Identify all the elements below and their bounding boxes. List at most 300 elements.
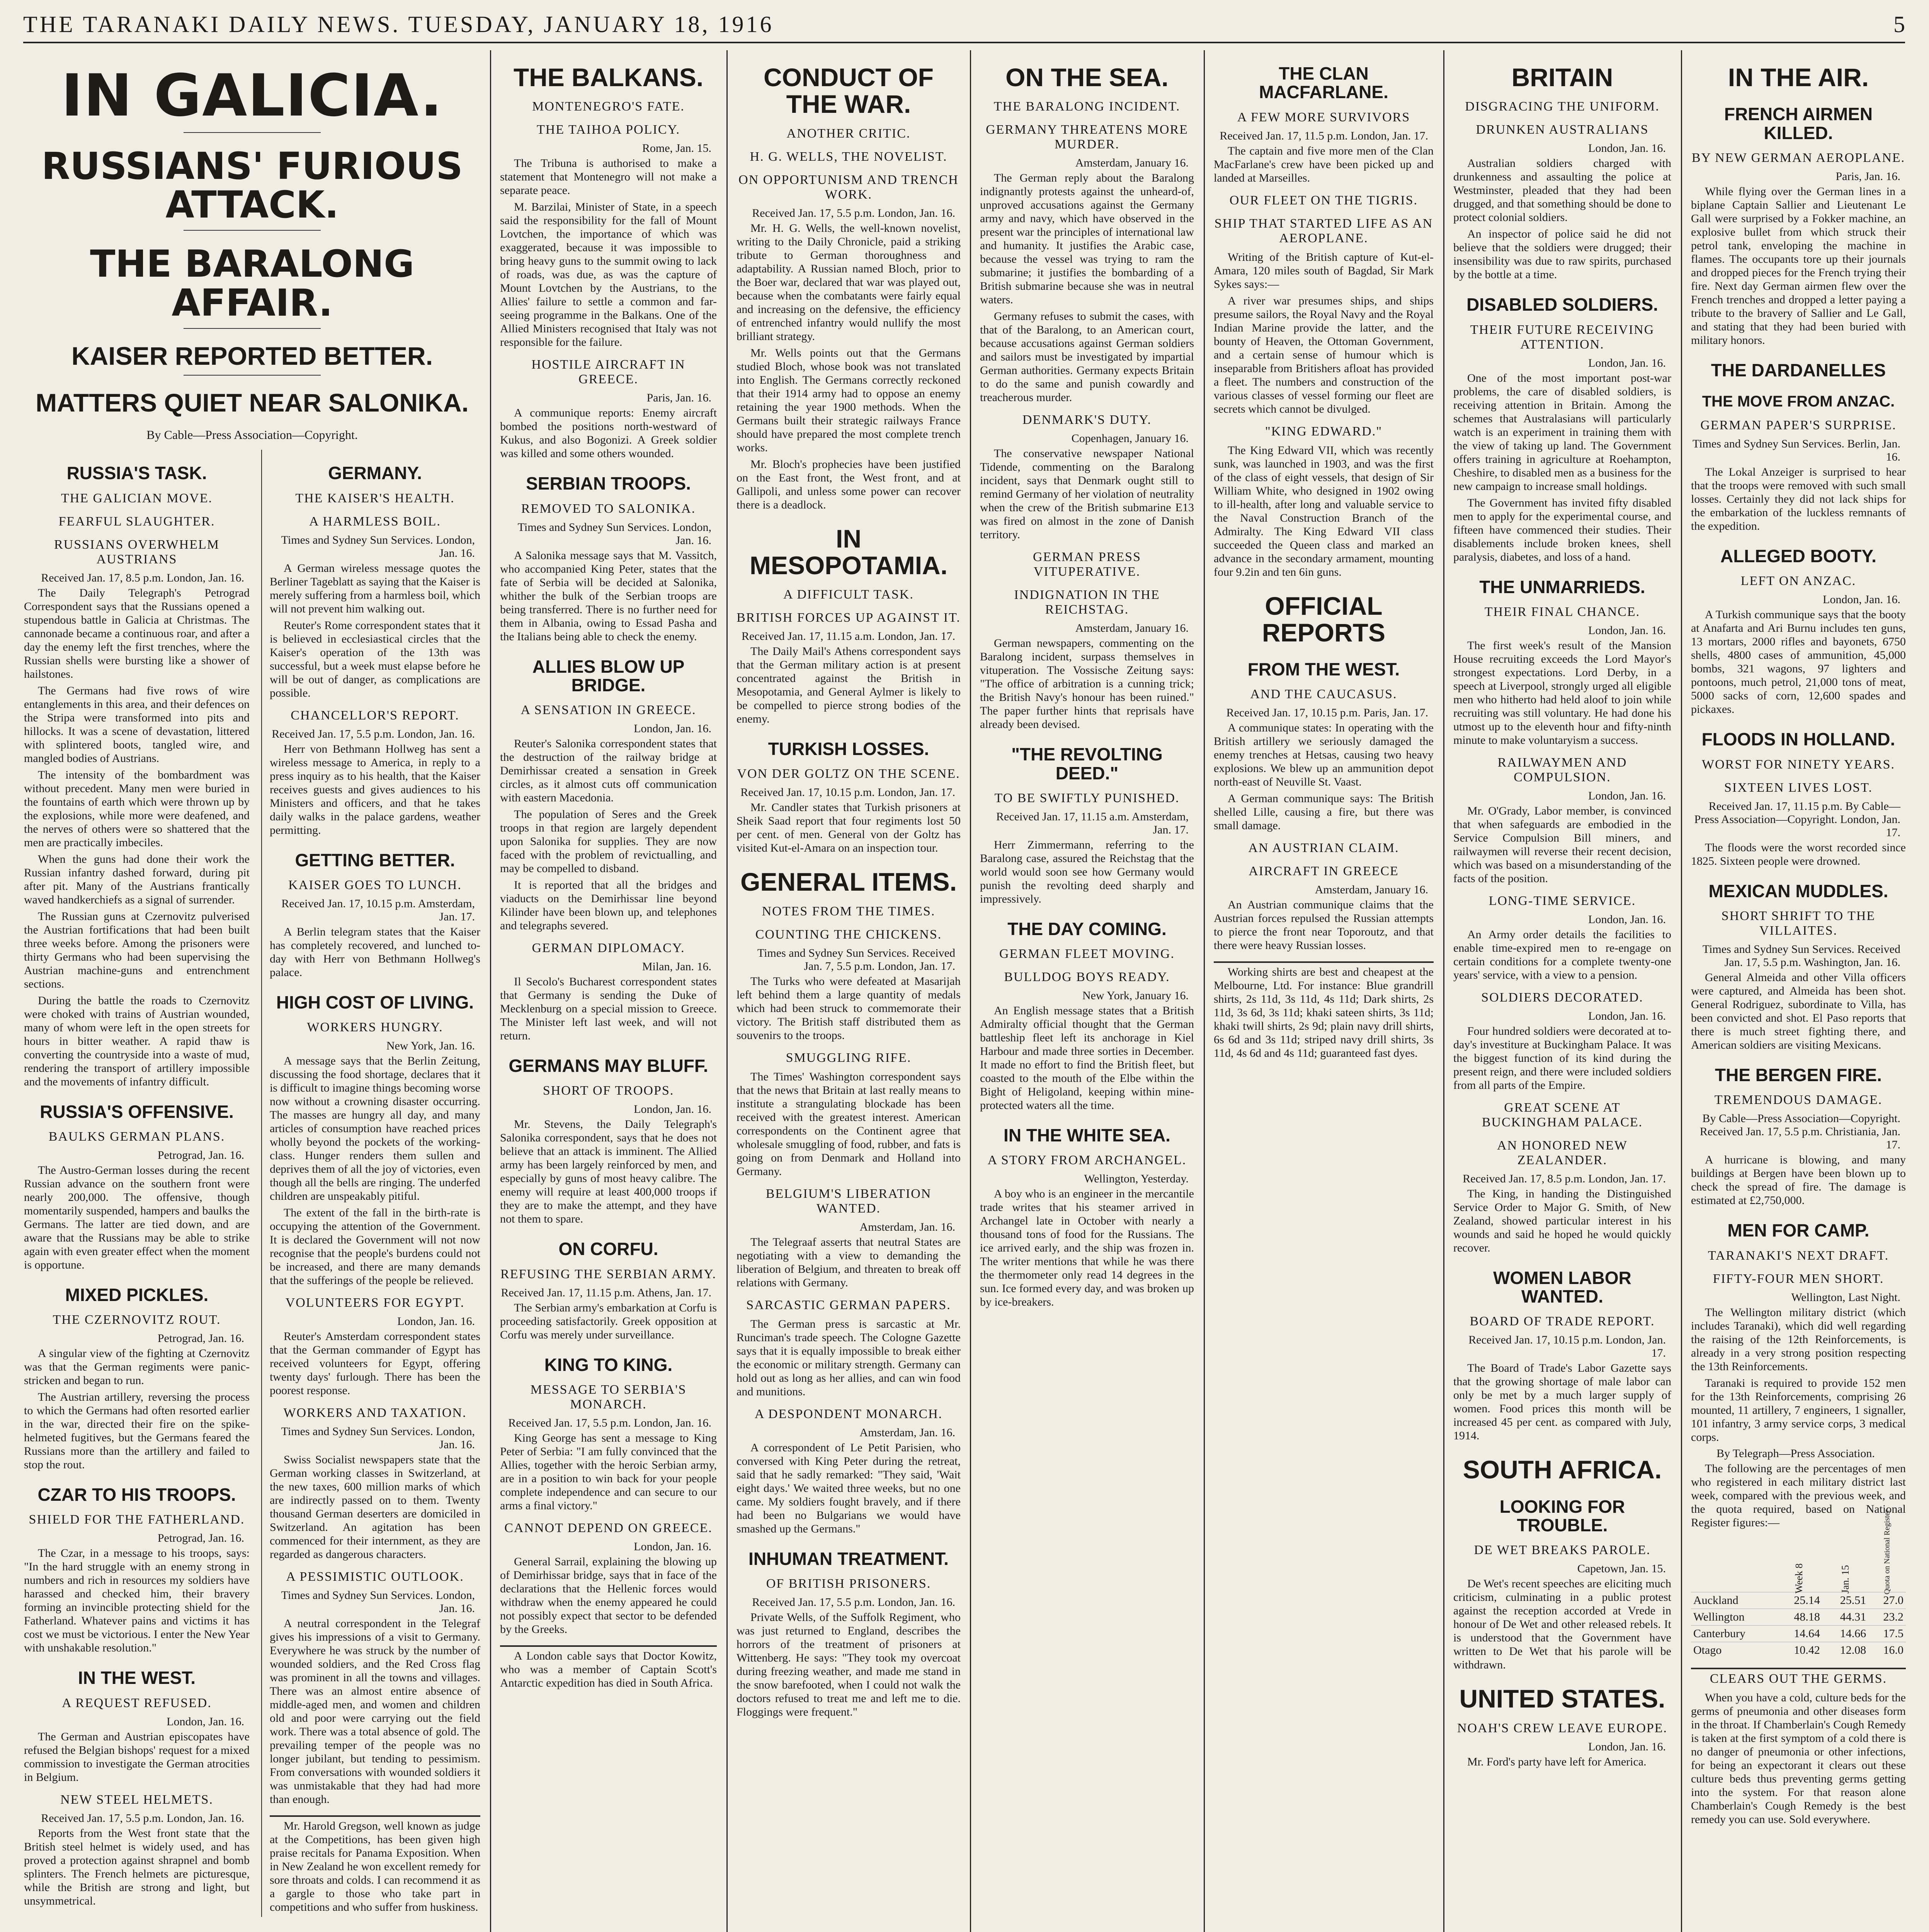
article-title: RUSSIA'S TASK.: [66, 463, 207, 483]
paragraph: A Salonika message says that M. Vassitch, who accompanied King Peter, states that the fate of Serbia will be decided at Salonika, whither the bulk of the Serbian troops are being transferred. There is no further need for them in Albania, owing to Essad Pasha and the Italians being able to check the enemy.: [500, 549, 717, 643]
paragraph: The extent of the fall in the birth-rate is occupying the attention of the Government. It is declared the Government will not now recognise that the people's burdens could not be increased, and there are many demands that the sufferings of the people be relieved.: [269, 1206, 480, 1287]
article-title: THE BALKANS.: [513, 63, 704, 92]
paragraph: A communique reports: Enemy aircraft bombed the positions north-westward of Kukus, and also Bogonizi. A Greek soldier was killed and some others wounded.: [500, 406, 717, 460]
paragraph: The Daily Mail's Athens correspondent says that the German military action is at present concentrated against the British in Mesopotamia, and General Aylmer is likely to be compelled to pierce strong bodies of the enemy.: [737, 645, 961, 726]
article-subhead: GERMAN PAPER'S SURPRISE.: [1700, 418, 1897, 433]
paragraph: The Tribuna is authorised to make a statement that Montenegro will not make a separate peace.: [500, 157, 717, 197]
dateline: Amsterdam, January 16.: [1315, 883, 1428, 896]
article-subhead: GERMAN PRESS VITUPERATIVE.: [1033, 550, 1141, 579]
article-subhead: CANNOT DEPEND ON GREECE.: [504, 1521, 713, 1536]
article-title: ALLEGED BOOTY.: [1720, 546, 1876, 566]
article-subhead: BY NEW GERMAN AEROPLANE.: [1691, 150, 1905, 165]
column-rule: [1681, 50, 1682, 1932]
paragraph: General Almeida and other Villa officers were captured, and Almeida has been shot. General Rodriguez, subordinate to Villa, has been convicted and shot. El Paso reports that there is much street fighting there, and American soldiers are visiting Mexicans.: [1691, 971, 1906, 1052]
article-subhead: "KING EDWARD.": [1265, 424, 1383, 439]
headline: THE BARALONG AFFAIR.: [90, 242, 414, 325]
dateline: Received Jan. 17, 10.15 p.m. London, Jan. 17.: [1468, 1333, 1666, 1360]
dateline: By Cable—Press Association—Copyright. Received Jan. 17, 5.5 p.m. Christiania, Jan. 17.: [1699, 1112, 1900, 1151]
article-subhead: NOTES FROM THE TIMES.: [762, 904, 936, 918]
article-subhead: BRITISH FORCES UP AGAINST IT.: [737, 611, 961, 625]
paragraph: A boy who is an engineer in the mercantile trade writes that his steamer arrived in Archangel late in October with nearly a thousand tons of food for the Russians. The ice arrived early, and the ship was frozen in. The writer mentions that while he was there the thermometer only read 14 degrees in the sun. Ice formed every day, and was broken up by ice-breakers.: [980, 1187, 1194, 1309]
paragraph: Germany refuses to submit the cases, with that of the Baralong, to an American court, because accusations against German soldiers and sailors must be investigated by impartial German authorities. Germany expects Britain to do the same and punish cowardly and treacherous murder.: [980, 310, 1194, 404]
paragraph: Mr. Ford's party have left for America.: [1467, 1755, 1647, 1768]
article-subhead: OUR FLEET ON THE TIGRIS.: [1229, 193, 1418, 207]
article-subhead: LEFT ON ANZAC.: [1740, 574, 1856, 588]
article-subhead: ANOTHER CRITIC.: [786, 126, 911, 141]
article-subhead: VOLUNTEERS FOR EGYPT.: [285, 1296, 465, 1310]
article-title: SERBIAN TROOPS.: [526, 473, 691, 494]
paragraph: General Sarrail, explaining the blowing up of Demirhissar bridge, says that in face of the declarations that the Hellenic forces would withdraw when the enemy appeared he could not possibly expect that sector to be defended by the Greeks.: [500, 1555, 717, 1636]
paragraph: Reuter's Rome correspondent states that it is believed in ecclesiastical circles that the Kaiser's operation of the 13th was successful, but a week must elapse before he will be out of danger, as complications are possible.: [269, 619, 480, 699]
article-title: GETTING BETTER.: [295, 850, 455, 870]
dateline: London, Jan. 16.: [634, 1103, 711, 1116]
article-subhead: H. G. WELLS, THE NOVELIST.: [750, 149, 947, 164]
article-title: DISABLED SOLDIERS.: [1466, 294, 1658, 315]
article-subhead: GERMAN DIPLOMACY.: [532, 941, 685, 956]
headline: MATTERS QUIET NEAR SALONIKA.: [36, 388, 469, 417]
paragraph: The population of Seres and the Greek troops in that region are largely dependent upon Salonika for supplies. They are now faced with the problem of revictualling, and may be compelled to disband.: [500, 808, 717, 875]
article-title: IN MESOPOTAMIA.: [749, 524, 948, 580]
article-subhead: FEARFUL SLAUGHTER.: [58, 514, 215, 529]
dateline: Received Jan. 17, 11.15 a.m. London, Jan. 17.: [742, 630, 955, 643]
article-title: RUSSIA'S OFFENSIVE.: [40, 1101, 234, 1122]
paragraph: A German communique says: The British shelled Lille, causing a fire, but there was small damage.: [1214, 792, 1434, 832]
dateline: Received Jan. 17, 5.5 p.m. London, Jan. 16.: [508, 1417, 711, 1430]
article-title: HIGH COST OF LIVING.: [276, 992, 474, 1012]
dateline: London, Jan. 16.: [1588, 142, 1666, 155]
paragraph: The first week's result of the Mansion House recruiting exceeds the Lord Mayor's strongest expectations. Lord Derby, in a speech at Liverpool, strongly urged all eligible men who hitherto had held aloof to join while recruiting was still voluntary. He had done his utmost up to the eleventh hour and fifty-ninth minute to make voluntaryism a success.: [1453, 639, 1671, 747]
dateline: Times and Sydney Sun Services. Received Jan. 7, 5.5 p.m. London, Jan. 17.: [757, 946, 955, 973]
table-cell: 14.64: [1776, 1625, 1822, 1642]
dateline: New York, Jan. 16.: [386, 1039, 475, 1053]
article-title: UNITED STATES.: [1459, 1684, 1665, 1713]
column-britain: [1445, 50, 1680, 1932]
paragraph: Reports from the West front state that the British steel helmet is widely used, and has proved a protection against shrapnel and bomb splinters. The French helmets are picturesque, while the British are strong and light, but unsymmetrical.: [24, 1827, 250, 1907]
main-headline: IN GALICIA.: [61, 62, 443, 129]
article-subhead: THE KAISER'S HEALTH.: [295, 491, 455, 505]
column-rule: [726, 50, 728, 1932]
dateline: London, Jan. 16.: [1588, 624, 1666, 637]
article-title: GERMANS MAY BLUFF.: [509, 1056, 708, 1076]
article-title: BRITAIN: [1511, 63, 1613, 92]
article-subhead: CHANCELLOR'S REPORT.: [291, 708, 459, 723]
paragraph: A river war presumes ships, and ships presume sailors, the Royal Navy and the Royal Indian Marine provide the latter, and the bounty of Heaven, the Ottoman Government, and a certain sense of humour which is inseparable from Britishers afloat has provided a fleet. The numbers and construction of the various classes of vessel forming our fleet are secrets which cannot be divulged.: [1214, 294, 1434, 415]
dateline: Times and Sydney Sun Services. Berlin, Jan. 16.: [1692, 437, 1900, 464]
divider: [184, 328, 320, 329]
dateline: By Telegraph—Press Association.: [1716, 1447, 1875, 1460]
article-subhead: GERMANY THREATENS MORE MURDER.: [986, 122, 1188, 152]
table-cell: 27.0: [1868, 1592, 1906, 1609]
table-cell: 25.51: [1822, 1592, 1868, 1609]
article-subhead: DISGRACING THE UNIFORM.: [1465, 99, 1660, 114]
column-conduct: [728, 50, 969, 1932]
dateline: London, Jan. 16.: [1823, 593, 1900, 606]
article-subhead: LONG-TIME SERVICE.: [1488, 893, 1636, 908]
paragraph: A London cable says that Doctor Kowitz, who was a member of Captain Scott's Antarctic expedition has died in South Africa.: [500, 1645, 717, 1690]
article-subhead: SIXTEEN LIVES LOST.: [1724, 780, 1873, 795]
article-subhead: HOSTILE AIRCRAFT IN GREECE.: [531, 357, 686, 387]
article-subhead: THE GALICIAN MOVE.: [61, 491, 213, 505]
table-cell: 16.0: [1868, 1642, 1906, 1658]
article-subhead: NEW STEEL HELMETS.: [60, 1792, 213, 1807]
paragraph: A Turkish communique says that the booty at Anafarta and Ari Burnu includes ten guns, 13 mortars, 2000 rifles and bayonets, 6750 shells, 4800 cases of ammunition, 45,000 bombs, 321 wagons, 97 lighters and pontoons, much petrol, 21,000 tons of meat, 5000 sacks of corn, 12,600 spades and pickaxes.: [1691, 608, 1906, 716]
paragraph: The floods were the worst recorded since 1825. Sixteen people were drowned.: [1691, 841, 1906, 867]
column-galicia: [15, 50, 489, 1932]
table-cell: Auckland: [1691, 1592, 1776, 1609]
table-row: [1691, 1625, 1906, 1642]
dateline: Capetown, Jan. 15.: [1577, 1562, 1666, 1575]
dateline: London, Jan. 16.: [634, 722, 711, 735]
article-subhead: OF BRITISH PRISONERS.: [766, 1577, 931, 1591]
paragraph: A German wireless message quotes the Berliner Tageblatt as saying that the Kaiser is merely suffering from a harmless boil, which will not prevent him walking out.: [269, 561, 480, 615]
article-title: "THE REVOLTING DEED.": [1011, 744, 1163, 783]
article-subhead: THE CZERNOVITZ ROUT.: [53, 1313, 221, 1327]
column-balkans: [492, 50, 725, 1932]
dateline: Petrograd, Jan. 16.: [157, 1332, 244, 1345]
article-subhead: THE BARALONG INCIDENT.: [993, 99, 1181, 114]
paragraph: The following are the percentages of men who registered in each military district last week, compared with the previous week, and the quota required, based on National Register figures:—: [1691, 1462, 1906, 1529]
article-subhead: MONTENEGRO'S FATE.: [532, 99, 685, 114]
article-subhead: DE WET BREAKS PAROLE.: [1474, 1543, 1651, 1558]
article-subhead: DENMARK'S DUTY.: [1022, 413, 1152, 427]
paragraph: When the guns had done their work the Russian infantry dashed forward, during pit after pit. Many of the Austrians frantically waved handkerchiefs as a signal of surrender.: [24, 852, 250, 906]
article-subhead: SHORT SHRIFT TO THE VILLAITES.: [1721, 909, 1876, 938]
paragraph: The Wellington military district (which includes Taranaki), which did well regarding the raising of the 12th Reinforcements, is already in a very strong position respecting the 13th Reinforcements.: [1691, 1306, 1906, 1373]
dateline: London, Jan. 16.: [1588, 913, 1666, 926]
masthead-title: THE TARANAKI DAILY NEWS. TUESDAY, JANUARY 18, 1916: [23, 11, 774, 37]
article-subhead: SHIP THAT STARTED LIFE AS AN AEROPLANE.: [1214, 216, 1433, 245]
article-subhead: TARANAKI'S NEXT DRAFT.: [1708, 1248, 1889, 1263]
paragraph: Mr. Candler states that Turkish prisoners at Sheik Saad report that four regiments lost 50 per cent. of men. General von der Goltz has visited Kut-el-Amara on an inspection tour.: [737, 801, 961, 855]
table-header: Quota on National Register: [1883, 1509, 1892, 1595]
article-subhead: THE TAIHOA POLICY.: [536, 122, 680, 137]
dateline: Times and Sydney Sun Services. London, Jan. 16.: [281, 533, 475, 560]
article-subhead: COUNTING THE CHICKENS.: [755, 927, 942, 942]
dateline: Wellington, Yesterday.: [1084, 1172, 1189, 1185]
paragraph: A Berlin telegram states that the Kaiser has completely recovered, and lunched to-day with Herr von Bethmann Hollweg's palace.: [269, 925, 480, 979]
article-subhead: THEIR FUTURE RECEIVING ATTENTION.: [1470, 322, 1655, 352]
table-header: Week 8: [1793, 1563, 1805, 1594]
paragraph: Herr Zimmermann, referring to the Baralong case, assured the Reichstag that the world would soon see how Germany would punish the revolting deed sharply and impressively.: [980, 838, 1194, 905]
paragraph: A communique states: In operating with the British artillery we seriously damaged the enemy trenches at Hetsas, causing two heavy explosions. We blew up an ammunition depot north-east of Neuville St. Vaast.: [1214, 721, 1434, 789]
article-subhead: TO BE SWIFTLY PUNISHED.: [994, 791, 1180, 805]
dateline: London, Jan. 16.: [397, 1315, 475, 1328]
article-subhead: AN AUSTRIAN CLAIM.: [1248, 841, 1399, 855]
credit-line: By Cable—Press Association—Copyright.: [146, 428, 358, 442]
dateline: London, Jan. 16.: [167, 1715, 244, 1728]
paragraph: While flying over the German lines in a biplane Captain Sallier and Lieutenant Le Gall were surprised by a Fokker machine, an explosive bullet from which struck their petrol tank, enveloping the machine in flames. The occupants tore up their journals and dropped pieces for the French trying their fire. Next day German airmen flew over the French trenches and dropped a letter paying a tribute to the bravery of Sallier and Le Gall, and stating that they had been buried with military honors.: [1691, 185, 1906, 347]
article-title: THE UNMARRIEDS.: [1479, 577, 1645, 597]
paragraph: The Government has invited fifty disabled men to apply for the experimental course, and fifteen have commenced their studies. Their disablements include broken knees, shell paralysis, diabetes, and loss of a hand.: [1453, 496, 1671, 563]
article-subhead: REMOVED TO SALONIKA.: [521, 501, 696, 516]
paragraph: The Czar, in a message to his troops, says: "In the hard struggle with an enemy strong in numbers and rich in resources my soldiers have harassed and checked him, their bravery forming an invincible protecting shield for the Fatherland. Whatever pains and victims it has cost we must be victorious. I enter the New Year with unshakable resolution.": [24, 1547, 250, 1655]
dateline: London, Jan. 16.: [1588, 1009, 1666, 1022]
article-subhead: SHIELD FOR THE FATHERLAND.: [29, 1512, 245, 1527]
paragraph: Mr. Stevens, the Daily Telegraph's Salonika correspondent, says that he does not believe that an attack is imminent. The Allied army has been largely reinforced by men, and especially by guns of most heavy calibre. The enemy will require at least 400,000 troops if they are to make the attempt, and they have not them to spare.: [500, 1118, 717, 1226]
dateline: Received Jan. 17, 8.5 p.m. London, Jan. 17.: [1463, 1172, 1666, 1185]
article-title: KING TO KING.: [544, 1354, 673, 1375]
article-subtitle: FRENCH AIRMEN KILLED.: [1724, 104, 1873, 143]
column-rule: [1443, 50, 1444, 1932]
column-rule: [970, 50, 971, 1932]
paragraph: An Austrian communique claims that the Austrian forces repulsed the Russian attempts to pierce the front near Toporoutz, and that there were heavy Russian losses.: [1214, 898, 1434, 952]
paragraph: Mr. Bloch's prophecies have been justified on the East front, the West front, and at Gallipoli, and unless some power can recover there is a deadlock.: [737, 457, 961, 511]
table-cell: 17.5: [1868, 1625, 1906, 1642]
article-subhead: TREMENDOUS DAMAGE.: [1714, 1093, 1883, 1107]
paragraph: The Austro-German losses during the recent Russian advance on the southern front were nearly 200,000. The offensive, though momentarily suspended, hampers and baulks the Germans. The latter are tied down, and are aware that the Russians may be able to strike again with even greater effect when the moment is opportune.: [24, 1163, 250, 1271]
article-title: MEN FOR CAMP.: [1727, 1220, 1869, 1241]
column-macfarlane: [1205, 50, 1442, 1932]
dateline: Amsterdam, January 16.: [1075, 156, 1189, 170]
dateline: Wellington, Last Night.: [1791, 1291, 1900, 1304]
paragraph: De Wet's recent speeches are eliciting much criticism, culminating in a public protest against the reception accorded at Vrede in honour of De Wet and other released rebels. It is understood that the Government have written to De Wet that his parole will be withdrawn.: [1453, 1577, 1671, 1672]
dateline: Copenhagen, January 16.: [1071, 432, 1189, 445]
article-subhead: BAULKS GERMAN PLANS.: [48, 1129, 225, 1144]
dateline: Received Jan. 17, 10.15 p.m. London, Jan. 17.: [740, 786, 955, 799]
dateline: Received Jan. 17, 11.15 p.m. By Cable—Press Association—Copyright. London, Jan. 17.: [1694, 799, 1900, 839]
paragraph: Swiss Socialist newspapers state that the German working classes in Switzerland, at the new taxes, 600 million marks of which are indirectly passed on to them. Twenty thousand German deserters are domiciled in Switzerland. An agitation has been commenced for their internment, as they are regarded as dangerous characters.: [269, 1453, 480, 1561]
article-title: THE BERGEN FIRE.: [1715, 1065, 1882, 1085]
paragraph: The Turks who were defeated at Masarijah left behind them a large quantity of medals which had been struck to commemorate their victory. The British staff distributed them as souvenirs to the troops.: [737, 975, 961, 1042]
article-title: THE DARDANELLES: [1711, 360, 1886, 380]
paragraph: Australian soldiers charged with drunkenness and assaulting the police at Westminster, pleaded that they had been drugged, and that something should be done to protect colonial soldiers.: [1453, 157, 1671, 224]
article-title: THE CLAN MACFARLANE.: [1259, 63, 1388, 102]
article-subhead: A HARMLESS BOIL.: [309, 514, 441, 529]
paragraph: Four hundred soldiers were decorated at to-day's investiture at Buckingham Palace. It was the biggest function of its kind during the present reign, and there were included soldiers from all parts of the Empire.: [1453, 1024, 1671, 1092]
article-subhead: AN HONORED NEW ZEALANDER.: [1497, 1138, 1628, 1167]
paragraph: During the battle the roads to Czernovitz were choked with trains of Austrian wounded, many of whom were left in the open streets for hours in bitter weather. A rapid thaw is converting the countryside into a waste of mud, rendering the transport of artillery impossible and the movements of infantry difficult.: [24, 994, 250, 1088]
paragraph: The intensity of the bombardment was without precedent. Many men were buried in the fountains of earth which were thrown up by the explosions, while more were deafened, and the nerves of others were so shattered that the men are practically imbeciles.: [24, 768, 250, 849]
paragraph: The Daily Telegraph's Petrograd Correspondent says that the Russians opened a stupendous battle in Galicia at Christmas. The cannonade became a continuous roar, and after a day the enemy left the first trenches, where the Russian shells were bursting like a shower of hailstones.: [24, 586, 250, 680]
table-cell: 48.18: [1776, 1609, 1822, 1625]
article-title: THE DAY COMING.: [1007, 918, 1167, 939]
dateline: London, Jan. 16.: [1588, 356, 1666, 369]
column-rule: [1204, 50, 1205, 1932]
paragraph: The German reply about the Baralong indignantly protests against the unheard-of, unproved accusations against the Germany army and navy, which have observed in the present war the principles of international law and humanity. It justifies the Arabic case, because the vessel was trying to ram the submarine; it justifies the bombarding of a British submarine because she was in neutral waters.: [980, 172, 1194, 306]
article-title: ON THE SEA.: [1005, 63, 1169, 92]
table-cell: 25.14: [1776, 1592, 1822, 1609]
dateline: Times and Sydney Sun Services. London, Jan. 16.: [517, 520, 711, 547]
table-cell: Otago: [1691, 1642, 1776, 1658]
paragraph: A neutral correspondent in the Telegraf gives his impressions of a visit to Germany. Everywhere he was struck by the number of wounded soldiers, and the Red Cross flag was prominent in all the towns and villages. There was an almost entire absence of middle-aged men, and women and children old and poor were carrying out the field work. There was a total absence of gold. The prevailing temper of the people was no longer jubilant, but tending to pessimism. From conversations with wounded soldiers it was unmistakable that they had had more than enough.: [269, 1617, 480, 1806]
dateline: Paris, Jan. 16.: [646, 391, 711, 405]
article-title: SOUTH AFRICA.: [1463, 1455, 1662, 1484]
article-subhead: A PESSIMISTIC OUTLOOK.: [286, 1570, 464, 1584]
paragraph: Private Wells, of the Suffolk Regiment, who was just returned to England, describes the horrors of the treatment of prisoners at Wittenberg. He says: "They took my overcoat during freezing weather, and made me stand in the snow barefooted, when I could not walk the doctors refused to treat me and left me to die. Floggings were frequent.": [737, 1611, 961, 1719]
article-subhead: KAISER GOES TO LUNCH.: [288, 878, 462, 892]
article-subhead: VON DER GOLTZ ON THE SCENE.: [737, 767, 960, 781]
advertisement: Mr. Harold Gregson, well known as judge at the Competitions, has been given high praise recitals for Panama Exposition. When in New Zealand he won excellent remedy for sore throats and colds. I can recommend it as a gargle to those who take part in competitions and who suffer from huskiness.: [270, 1815, 480, 1914]
column-sea: [971, 50, 1203, 1932]
paragraph: A hurricane is blowing, and many buildings at Bergen have been blown up to check the spread of fire. The damage is estimated at £2,750,000.: [1691, 1153, 1906, 1207]
paragraph: One of the most important post-war problems, the care of disabled soldiers, is receiving attention in Britain. Among the schemes that Australasians will particularly watch is an experiment in training them with the view of taking up land. The Government offers training in agriculture at Roehampton, Cheshire, to disabled men as a business for the new campaign to increase small holdings.: [1453, 371, 1671, 493]
article-subhead: A STORY FROM ARCHANGEL.: [987, 1153, 1187, 1168]
paragraph: The Times' Washington correspondent says that the news that Britain at last really means to institute a strangulating blockade has been received with the greatest interest. American correspondents on the Continent agree that wholesale smuggling of food, rubber, and fats is going on from Denmark and Holland into Germany.: [737, 1070, 961, 1178]
article-subhead: A REQUEST REFUSED.: [62, 1696, 212, 1710]
paragraph: An English message states that a British Admiralty official thought that the German battleship fleet left its anchorage in Kiel Harbour and made three sorties in December. It made no effort to find the British fleet, but coasted to the mouth of the Elbe within the Bight of Heligoland, keeping within mine-protected waters all the time.: [980, 1004, 1194, 1112]
article-subtitle: THE MOVE FROM ANZAC.: [1702, 393, 1895, 410]
dateline: Rome, Jan. 15.: [642, 142, 711, 155]
dateline: London, Jan. 16.: [1588, 1740, 1666, 1753]
article-subhead: GERMAN FLEET MOVING.: [999, 947, 1175, 961]
article-subhead: REFUSING THE SERBIAN ARMY.: [500, 1267, 716, 1281]
dateline: Amsterdam, Jan. 16.: [859, 1220, 955, 1233]
paragraph: German newspapers, commenting on the Baralong incident, surpass themselves in vituperation. The Vossische Zeitung says: "The office of arbitration is a cunning trick; the British Navy's honour has been ruined." The paper further hints that reprisals have already been devised.: [980, 637, 1194, 731]
article-title: IN THE AIR.: [1728, 63, 1869, 92]
paragraph: The German press is sarcastic at Mr. Runciman's trade speech. The Cologne Gazette says that it is equally impossible to break either the economic or military strength. Germany can hold out as long as her allies, and can win food and munitions.: [737, 1317, 961, 1398]
paragraph: A correspondent of Le Petit Parisien, who conversed with King Peter during the retreat, said that he sadly remarked: "They said, 'Wait eight days.' We waited three weeks, but no one came. My soldiers fought bravely, and if there had been no Bulgarians we would have smashed up the Germans.": [737, 1441, 961, 1535]
advertisement: When you have a cold, culture beds for the germs of pneumonia and other diseases form in the throat. If Chamberlain's Cough Remedy is taken at the first symptom of a cold there is no danger of pneumonia or other infections, for being an expectorant it clears out these culture beds thus preventing germs getting into the system. For that reason alone Chamberlain's Cough Remedy is the best remedy you can use. Sold everywhere.: [1691, 1691, 1906, 1826]
article-subtitle: FROM THE WEST.: [1247, 659, 1400, 680]
divider: [184, 132, 320, 133]
divider: [184, 375, 320, 376]
article-title: ON CORFU.: [558, 1239, 658, 1259]
dateline: Received Jan. 17, 11.15 a.m. Amsterdam, Jan. 17.: [996, 810, 1189, 836]
article-subhead: SMUGGLING RIFE.: [786, 1050, 912, 1065]
article-subhead: SARCASTIC GERMAN PAPERS.: [746, 1298, 951, 1312]
paragraph: The Lokal Anzeiger is surprised to hear that the troops were removed with such small losses. Certainly they did not lack ships for the embarkation of the luckless remnants of the expedition.: [1691, 466, 1906, 533]
dateline: New York, January 16.: [1082, 989, 1189, 1002]
registration-table: [1691, 1509, 1906, 1658]
dateline: London, Jan. 16.: [1588, 789, 1666, 802]
table-row: [1691, 1642, 1906, 1658]
paragraph: The conservative newspaper National Tidende, commenting on the Baralong incident, says that Denmark ought still to remind Germany of her violation of neutrality when the crew of the British submarine E13 was fired on almost in the zone of Danish territory.: [980, 447, 1194, 541]
table-header: Jan. 15: [1839, 1565, 1851, 1594]
table-cell: 23.2: [1868, 1609, 1906, 1625]
article-subhead: GREAT SCENE AT BUCKINGHAM PALACE.: [1482, 1100, 1643, 1129]
dateline: Milan, Jan. 16.: [642, 960, 711, 973]
article-title: IN THE WEST.: [78, 1668, 196, 1688]
table-cell: 44.31: [1822, 1609, 1868, 1625]
dateline: Received Jan. 17, 5.5 p.m. London, Jan. 16.: [272, 727, 475, 740]
dateline: Times and Sydney Sun Services. Received Jan. 17, 5.5 p.m. Washington, Jan. 16.: [1702, 943, 1900, 969]
paragraph: The Serbian army's embarkation at Corfu is proceeding satisfactorily. Greek opposition at Corfu was merely under surveillance.: [500, 1301, 717, 1341]
article-title: IN THE WHITE SEA.: [1004, 1125, 1170, 1146]
article-subhead: DRUNKEN AUSTRALIANS: [1476, 122, 1649, 137]
paragraph: Mr. O'Grady, Labor member, is convinced that when safeguards are embodied in the Service Compulsion Bill miners, and railwaymen will reverse their recent decision, which was based on a misunderstanding of the facts of the position.: [1453, 804, 1671, 885]
paragraph: The Telegraaf asserts that neutral States are negotiating with a view to demanding the liberation of Belgium, and threaten to break off relations with Germany.: [737, 1235, 961, 1289]
paragraph: The captain and five more men of the Clan MacFarlane's crew have been picked up and landed at Marseilles.: [1214, 144, 1434, 184]
paragraph: Il Secolo's Bucharest correspondent states that Germany is sending the Duke of Mecklenburg on a special mission to Greece. The Minister left last week, and will not return.: [500, 975, 717, 1043]
article-title: INHUMAN TREATMENT.: [748, 1548, 949, 1569]
article-title: ALLIES BLOW UP BRIDGE.: [532, 656, 685, 695]
dateline: Times and Sydney Sun Services. London, Jan. 16.: [281, 1425, 475, 1451]
article-title: FLOODS IN HOLLAND.: [1701, 729, 1895, 750]
dateline: Received Jan. 17, 11.15 p.m. Athens, Jan. 17.: [501, 1286, 711, 1299]
paragraph: A singular view of the fighting at Czernovitz was that the German regiments were panic-stricken and began to run.: [24, 1347, 250, 1387]
article-subhead: THEIR FINAL CHANCE.: [1484, 604, 1640, 619]
paragraph: The Russian guns at Czernovitz pulverised the Austrian fortifications that had been built three weeks before. Among the prisoners were thirty Germans who had been supervising the Austrian machine-guns and entrenchment sections.: [24, 910, 250, 990]
article-title: MEXICAN MUDDLES.: [1708, 881, 1888, 901]
masthead: [23, 7, 1905, 43]
article-subhead: FIFTY-FOUR MEN SHORT.: [1713, 1271, 1884, 1286]
dateline: Amsterdam, January 16.: [1075, 622, 1189, 635]
headline: RUSSIANS' FURIOUS ATTACK.: [41, 144, 463, 227]
dateline: London, Jan. 16.: [634, 1540, 711, 1553]
advertisement: Working shirts are best and cheapest at the Melbourne, Ltd. For instance: Blue grandrill shirts, 2s 11d, 3s 11d, 4s 11d; Dark shirts, 2s 11d, 3s 6d, 3s 11d; khaki sateen shirts, 3s 11d; khaki twill shirts, 2s 9d; plain navy drill shirts, 6s 6d and 3s 11d; striped navy drill shirts, 3s 11d, 4s 6d and 4s 11d; guaranteed fast dyes.: [1214, 961, 1434, 1060]
article-subhead: WORKERS AND TAXATION.: [283, 1406, 467, 1420]
dateline: Paris, Jan. 16.: [1835, 170, 1900, 183]
article-subhead: BULLDOG BOYS READY.: [1004, 970, 1170, 985]
article-subhead: WORST FOR NINETY YEARS.: [1702, 757, 1895, 772]
article-title: TURKISH LOSSES.: [768, 739, 929, 759]
dateline: Received Jan. 17, 10.15 p.m. Amsterdam, Jan. 17.: [281, 897, 475, 923]
article-subhead: AND THE CAUCASUS.: [1250, 687, 1397, 702]
paragraph: It is reported that all the bridges and viaducts on the Demirhissar line beyond Kilinder have been blown up, and telephones and telegraphs severed.: [500, 879, 717, 932]
article-title: OFFICIAL REPORTS: [1262, 591, 1386, 647]
article-subhead: A DIFFICULT TASK.: [783, 587, 914, 602]
paragraph: A message says that the Berlin Zeitung, discussing the food shortage, declares that it is difficult to imagine things becoming worse now without a crowning disaster occurring. The masses are hungry all day, and many articles of consumption have reached prices wholly beyond the pockets of the working-class. Hunger renders them sullen and deprives them of all the joy of victories, even though all the bells are ringing. The underfed children are unspeakably pitiful.: [269, 1054, 480, 1203]
article-title: CONDUCT OF THE WAR.: [764, 63, 934, 119]
article-subhead: NOAH'S CREW LEAVE EUROPE.: [1457, 1721, 1668, 1735]
paragraph: The Board of Trade's Labor Gazette says that the growing shortage of male labor can only be met by a much larger supply of women. Food prices this month will be increased 45 per cent. as compared with July, 1914.: [1453, 1362, 1671, 1442]
dateline: Received Jan. 17, 5.5 p.m. London, Jan. 16.: [41, 1811, 244, 1825]
dateline: Received Jan. 17, 8.5 p.m. London, Jan. 16.: [41, 571, 244, 584]
table-cell: Canterbury: [1691, 1625, 1776, 1642]
article-title: MIXED PICKLES.: [65, 1284, 209, 1305]
dateline: Times and Sydney Sun Services. London, Jan. 16.: [281, 1589, 475, 1615]
dateline: Amsterdam, Jan. 16.: [859, 1426, 955, 1439]
paragraph: The King Edward VII, which was recently sunk, was launched in 1903, and was the first of the class of eight vessels, that design of Sir William White, who designed in 1902 owing to ill-health, after long and valuable service to the Naval Construction Branch of the Admiralty. The King Edward VII class succeeded the Queen class and marked an advance in the secondary armament, mounting four 9.2in and ten 6in guns.: [1214, 444, 1434, 578]
article-subhead: A FEW MORE SURVIVORS: [1237, 110, 1410, 124]
article-title: GENERAL ITEMS.: [740, 867, 957, 896]
article-subhead: A SENSATION IN GREECE.: [521, 703, 696, 718]
article-title: GERMANY.: [328, 463, 422, 483]
divider: [184, 230, 320, 231]
dateline: Received Jan. 17, 11.5 p.m. London, Jan. 17.: [1220, 129, 1428, 142]
paragraph: Mr. H. G. Wells, the well-known novelist, writing to the Daily Chronicle, paid a striking tribute to German thoroughness and adaptability. A Russian named Bloch, prior to the Boer war, declared that war was played out, because when the combatants were fairly equal and increasing on the defensive, the efficiency of entrenched infantry would nullify the most brilliant strategy.: [737, 221, 961, 343]
article-subhead: RUSSIANS OVERWHELM AUSTRIANS: [54, 537, 219, 566]
table-row: [1691, 1609, 1906, 1625]
article-subhead: WORKERS HUNGRY.: [307, 1020, 443, 1035]
dateline: Petrograd, Jan. 16.: [157, 1532, 244, 1545]
paragraph: King George has sent a message to King Peter of Serbia: "I am fully convinced that the Allies, together with the heroic Serbian army, are in a position to win back for your people complete independence and can secure to our arms a final victory.": [500, 1432, 717, 1512]
article-subhead: BOARD OF TRADE REPORT.: [1470, 1314, 1655, 1329]
column-air: [1682, 50, 1914, 1932]
paragraph: The King, in handing the Distinguished Service Order to Major G. Smith, of New Zealand, showed particular interest in his wounds and said he hoped he would quickly recover.: [1453, 1187, 1671, 1254]
article-subhead: MESSAGE TO SERBIA'S MONARCH.: [530, 1383, 687, 1412]
table-cell: 10.42: [1776, 1642, 1822, 1658]
paragraph: M. Barzilai, Minister of State, in a speech said the responsibility for the fall of Mount Lovtchen, the importance of which was exaggerated, because it was impossible to bring heavy guns to the summit owing to lack of roads, was due, as was the capture of Mount Lovtchen by the Austrians, to the Allies' failure to settle a common and far-seeing programme in the Balkans. One of the Allied Ministers recognised that Italy was not responsible for the failure.: [500, 201, 717, 349]
table-cell: 14.66: [1822, 1625, 1868, 1642]
article-subhead: SHORT OF TROOPS.: [543, 1083, 674, 1098]
headline: KAISER REPORTED BETTER.: [71, 341, 433, 370]
page-number: 5: [1893, 11, 1905, 37]
dateline: Received Jan. 17, 5.5 p.m. London, Jan. 16.: [752, 1596, 955, 1609]
article-subhead: A DESPONDENT MONARCH.: [754, 1406, 943, 1421]
article-subhead: RAILWAYMEN AND COMPULSION.: [1497, 755, 1627, 784]
paragraph: An Army order details the facilities to enable time-expired men to re-engage on certain conditions for a complete twenty-one years' service, with a view to a pension.: [1453, 928, 1671, 981]
article-subhead: CLEARS OUT THE GERMS.: [1691, 1668, 1906, 1686]
paragraph: Reuter's Salonika correspondent states that the destruction of the railway bridge at Demirhissar created a sensation in Greek circles, as it almost cuts off communication with eastern Macedonia.: [500, 737, 717, 804]
paragraph: Herr von Bethmann Hollweg has sent a wireless message to America, in reply to a press inquiry as to his health, that the Kaiser receives guests and gives audiences to his Ministers and officers, and that he takes daily walks in the palace gardens, weather permitting.: [269, 742, 480, 837]
article-title: WOMEN LABOR WANTED.: [1493, 1267, 1631, 1307]
column-rule: [490, 50, 491, 1932]
subcolumn-germany: [261, 450, 480, 1917]
article-subhead: BELGIUM'S LIBERATION WANTED.: [765, 1186, 932, 1216]
paragraph: An inspector of police said he did not believe that the soldiers were drugged; their insensibility was due to raw spirits, purchased by the bottle at a time.: [1453, 228, 1671, 281]
article-subhead: ON OPPORTUNISM AND TRENCH WORK.: [738, 172, 959, 202]
table-row: [1691, 1592, 1906, 1609]
paragraph: The Germans had five rows of wire entanglements in this area, and their defences on the Stripa were transformed into pits and hillocks. It was a scene of devastation, littered with splintered boots, tangled wire, and mangled bodies of Austrians.: [24, 684, 250, 765]
paragraph: Reuter's Amsterdam correspondent states that the German commander of Egypt has received volunteers for Egypt, offering twenty days' furlough. There has been the poorest response.: [269, 1330, 480, 1397]
paragraph: Taranaki is required to provide 152 men for the 13th Reinforcements, comprising 26 mounted, 11 artillery, 7 engineers, 1 signaller, 101 infantry, 3 army service corps, 3 medical corps.: [1691, 1376, 1906, 1444]
paragraph: Mr. Wells points out that the Germans studied Bloch, whose book was not translated into English. The Germans correctly reckoned that their 1914 army had to oppose an enemy retaining the year 1900 methods. When the Germans built their strategic railways France should have prepared the most complete trench works.: [737, 346, 961, 454]
dateline: Petrograd, Jan. 16.: [157, 1148, 244, 1162]
paragraph: The German and Austrian episcopates have refused the Belgian bishops' request for a mixed commission to investigate the German atrocities in Belgium.: [24, 1730, 250, 1784]
dateline: Received Jan. 17, 5.5 p.m. London, Jan. 16.: [752, 206, 955, 219]
table-header: [1691, 1533, 1776, 1592]
